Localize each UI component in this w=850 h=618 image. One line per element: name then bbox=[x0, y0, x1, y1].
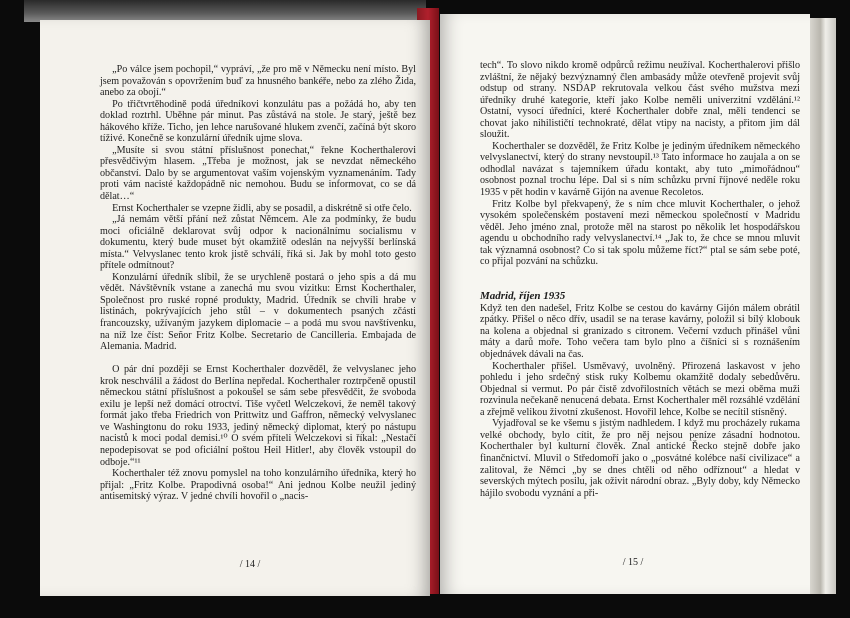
left-paragraph-7: O pár dní později se Ernst Kocherthaler dozvěděl, že velvyslanec jeho krok neschválil a žádost do Berlína nepředal. Kocherthaler roztrpčeně opustil německou státní příslušnost a pokoušel se sám sebe přesvědčit, že svoboda exilu je lepší než domácí otroctví. Tiše vyčetl Welczekovi, že neměl takový formát jako třeba Friedrich von Prittwitz und Gaffron, německý velvyslanec ve Washingtonu do roku 1933, jediný německý diplomat, který po nástupu nacistů k moci podal demisi.¹⁰ O svém příteli Welczekovi si říkal: „Nestačí nepodepisovat se pod oficiální poštou Heil Hitler!, aby člověk vstoupil do odboje.“¹¹ bbox=[100, 364, 416, 468]
left-paragraph-1: „Po válce jsem pochopil,“ vypráví, „že pro mě v Německu není místo. Byl jsem považován s opovržením buď za hnusného bankéře, nebo za zlého Žida, anebo za obojí.“ bbox=[100, 64, 416, 99]
section-gap bbox=[480, 268, 800, 290]
background-photo-strip bbox=[24, 0, 426, 22]
left-paragraph-6: Konzulární úředník slíbil, že se urychleně postará o jeho spis a dá mu vědět. Návštěvník vstane a zanechá mu svou vizitku: Ernst Kocherthaler, Společnost pro ruské ropné produkty, Madrid. Úředník se chvíli hrabe v listinách, pokrývajících jeho stůl – v dokumentech psaných zčásti francouzsky, užívaným jazykem diplomacie – a podá mu svou navštívenku, na níž lze číst: Señor Fritz Kolbe. Secretario de Cancilleria. Embajada de Alemania. Madrid. bbox=[100, 271, 416, 353]
right-paragraph-6: Vyjadřoval se ke všemu s jistým nadhledem. I když mu procházely rukama velké obchody, bylo cítit, že pro něj nejsou peníze zásadní hodnotou. Kocherthaler byl kulturní člověk. Znal antické Řecko stejně dobře jako finančnictví. Mluvil o Středomoří jako o „posvátné kolébce naší civilizace“ a zalitoval, že Němci „by se dnes chtěli od něho odříznout“ a hledat v severských mýtech posilu, jak oživit národní obraz. „Byly doby, kdy Německo hájilo svobodu vyznání a při- bbox=[480, 418, 800, 499]
right-paragraph-3: Fritz Kolbe byl překvapený, že s ním chce mluvit Kocherthaler, o jehož vysokém společenském postavení mezi německou společností v Madridu věděl. Jeho jméno znal, protože měl na starost po několik let hospodářskou agendu u obchodního rady velvyslanectví.¹⁴ „Jak to, že chce se mnou mluvit tak významná osobnost? Co si tak spolu můžeme říct?“ ptal se sám sebe poté, co přijal pozvání na schůzku. bbox=[480, 198, 800, 268]
left-paragraph-5: „Já nemám větší přání než zůstat Němcem. Ale za podmínky, že budu moci oficiálně deklarovat svůj odpor k nacionálnímu socialismu v dokumentu, který bude muset být okamžitě odeslán na nejvyšší berlínská místa.“ Velvyslanec tento krok jistě schválí, říká si. Jak by mohl toto gesto přítele odmítnout? bbox=[100, 214, 416, 272]
right-paragraph-4: Když ten den nadešel, Fritz Kolbe se cestou do kavárny Gijón málem obrátil zpátky. Přišel o něco dřív, usadil se na terase kavárny, položil si bílý klobouk na kolena a objednal si granizado s citronem. Večerní vzduch přinášel vůni máty a darů moře. Toho večera tam bylo plno a číšníci si s roznášením objednávek dávali na čas. bbox=[480, 302, 800, 361]
right-paragraph-2: Kocherthaler se dozvěděl, že Fritz Kolbe je jediným úředníkem německého velvyslanectví, který do strany nevstoupil.¹³ Tato informace ho zaujala a on se odhodlal navázat s tajemníkem úřadu kontakt, aby tuto „mimořádnou“ osobnost poznal trochu lépe. Dal si s ním schůzku první říjnové neděle roku 1935 v pět hodin v kavárně Gijón na avenue Recoletos. bbox=[480, 140, 800, 199]
right-page bbox=[440, 14, 810, 594]
left-paragraph-4: Ernst Kocherthaler se vzepne židli, aby se posadil, a diskrétně si otře čelo. bbox=[112, 202, 412, 214]
left-paragraph-3: „Musíte si svou státní příslušnost ponechat,“ řekne Kocherthalerovi přesvědčivým hlasem. „Třeba je možnost, jak se nevzdat německého občanství. Dalo by se argumentovat vaším vojenským vyznamenáním. Tady proti vám nacisté každopádně nic nemohou. Budu se informovat, co se dá dělat…“ bbox=[100, 144, 416, 203]
right-paragraph-1: tech“. To slovo nikdo kromě odpůrců režimu neužíval. Kocherthalerovi přišlo zvláštní, že nějaký bezvýznamný člen ambasády může otevřeně projevit svůj odstup od strany. NSDAP rekrutovala velkou část svého mužstva mezi úředníky druhé kategorie, kteří jako Kolbe neměli univerzitní vzdělání.¹² Ostatní, vysocí úředníci, které Kocherthaler dobře znal, měli tendenci se chovat jako nihilističtí technokraté, dělat vtipy na nacisty, a přitom jim dál sloužit. bbox=[480, 60, 800, 141]
left-paragraph-2: Po třičtvrtěhodině podá úředníkovi konzulátu pas a požádá ho, aby ten doklad roztrhl. Uběhne pár minut. Pas zůstává na stole. Je starý, ještě bez hákového kříže. Ticho, jen lehce narušované hlukem zvenčí, začíná být skoro tíživé. Konečně se konzulární úředník ujme slova. bbox=[100, 98, 416, 145]
section-gap bbox=[100, 353, 416, 365]
section-heading: Madrid, říjen 1935 bbox=[480, 289, 566, 302]
left-page bbox=[40, 20, 430, 596]
left-paragraph-8: Kocherthaler též znovu pomyslel na toho konzulárního úředníka, který ho přijal: „Fritz Kolbe. Prapodivná osoba!“ Ani jednou Kolbe neužil jediný antisemitský výraz. V jedné chvíli hovořil o „nacis- bbox=[100, 468, 416, 503]
page-edges bbox=[810, 18, 836, 594]
page-number-left: / 14 / bbox=[239, 559, 261, 570]
page-number-right: / 15 / bbox=[622, 557, 644, 568]
right-paragraph-5: Kocherthaler přišel. Usměvavý, uvolněný. Přirozená laskavost v jeho pohledu i jeho srdečný stisk ruky Kolbemu okamžitě dodaly sebedůvěru. Objednal si vermut. Po pár čistě zdvořilostních větách se mezi oběma muži rozvinula nečekaně nenucená debata. Ernst Kocherthaler měl rozsáhlé vzdělání a zřejmě velikou životní zkušenost. Hovořil lehce, Kolbe se necítil stísněný. bbox=[480, 360, 800, 418]
